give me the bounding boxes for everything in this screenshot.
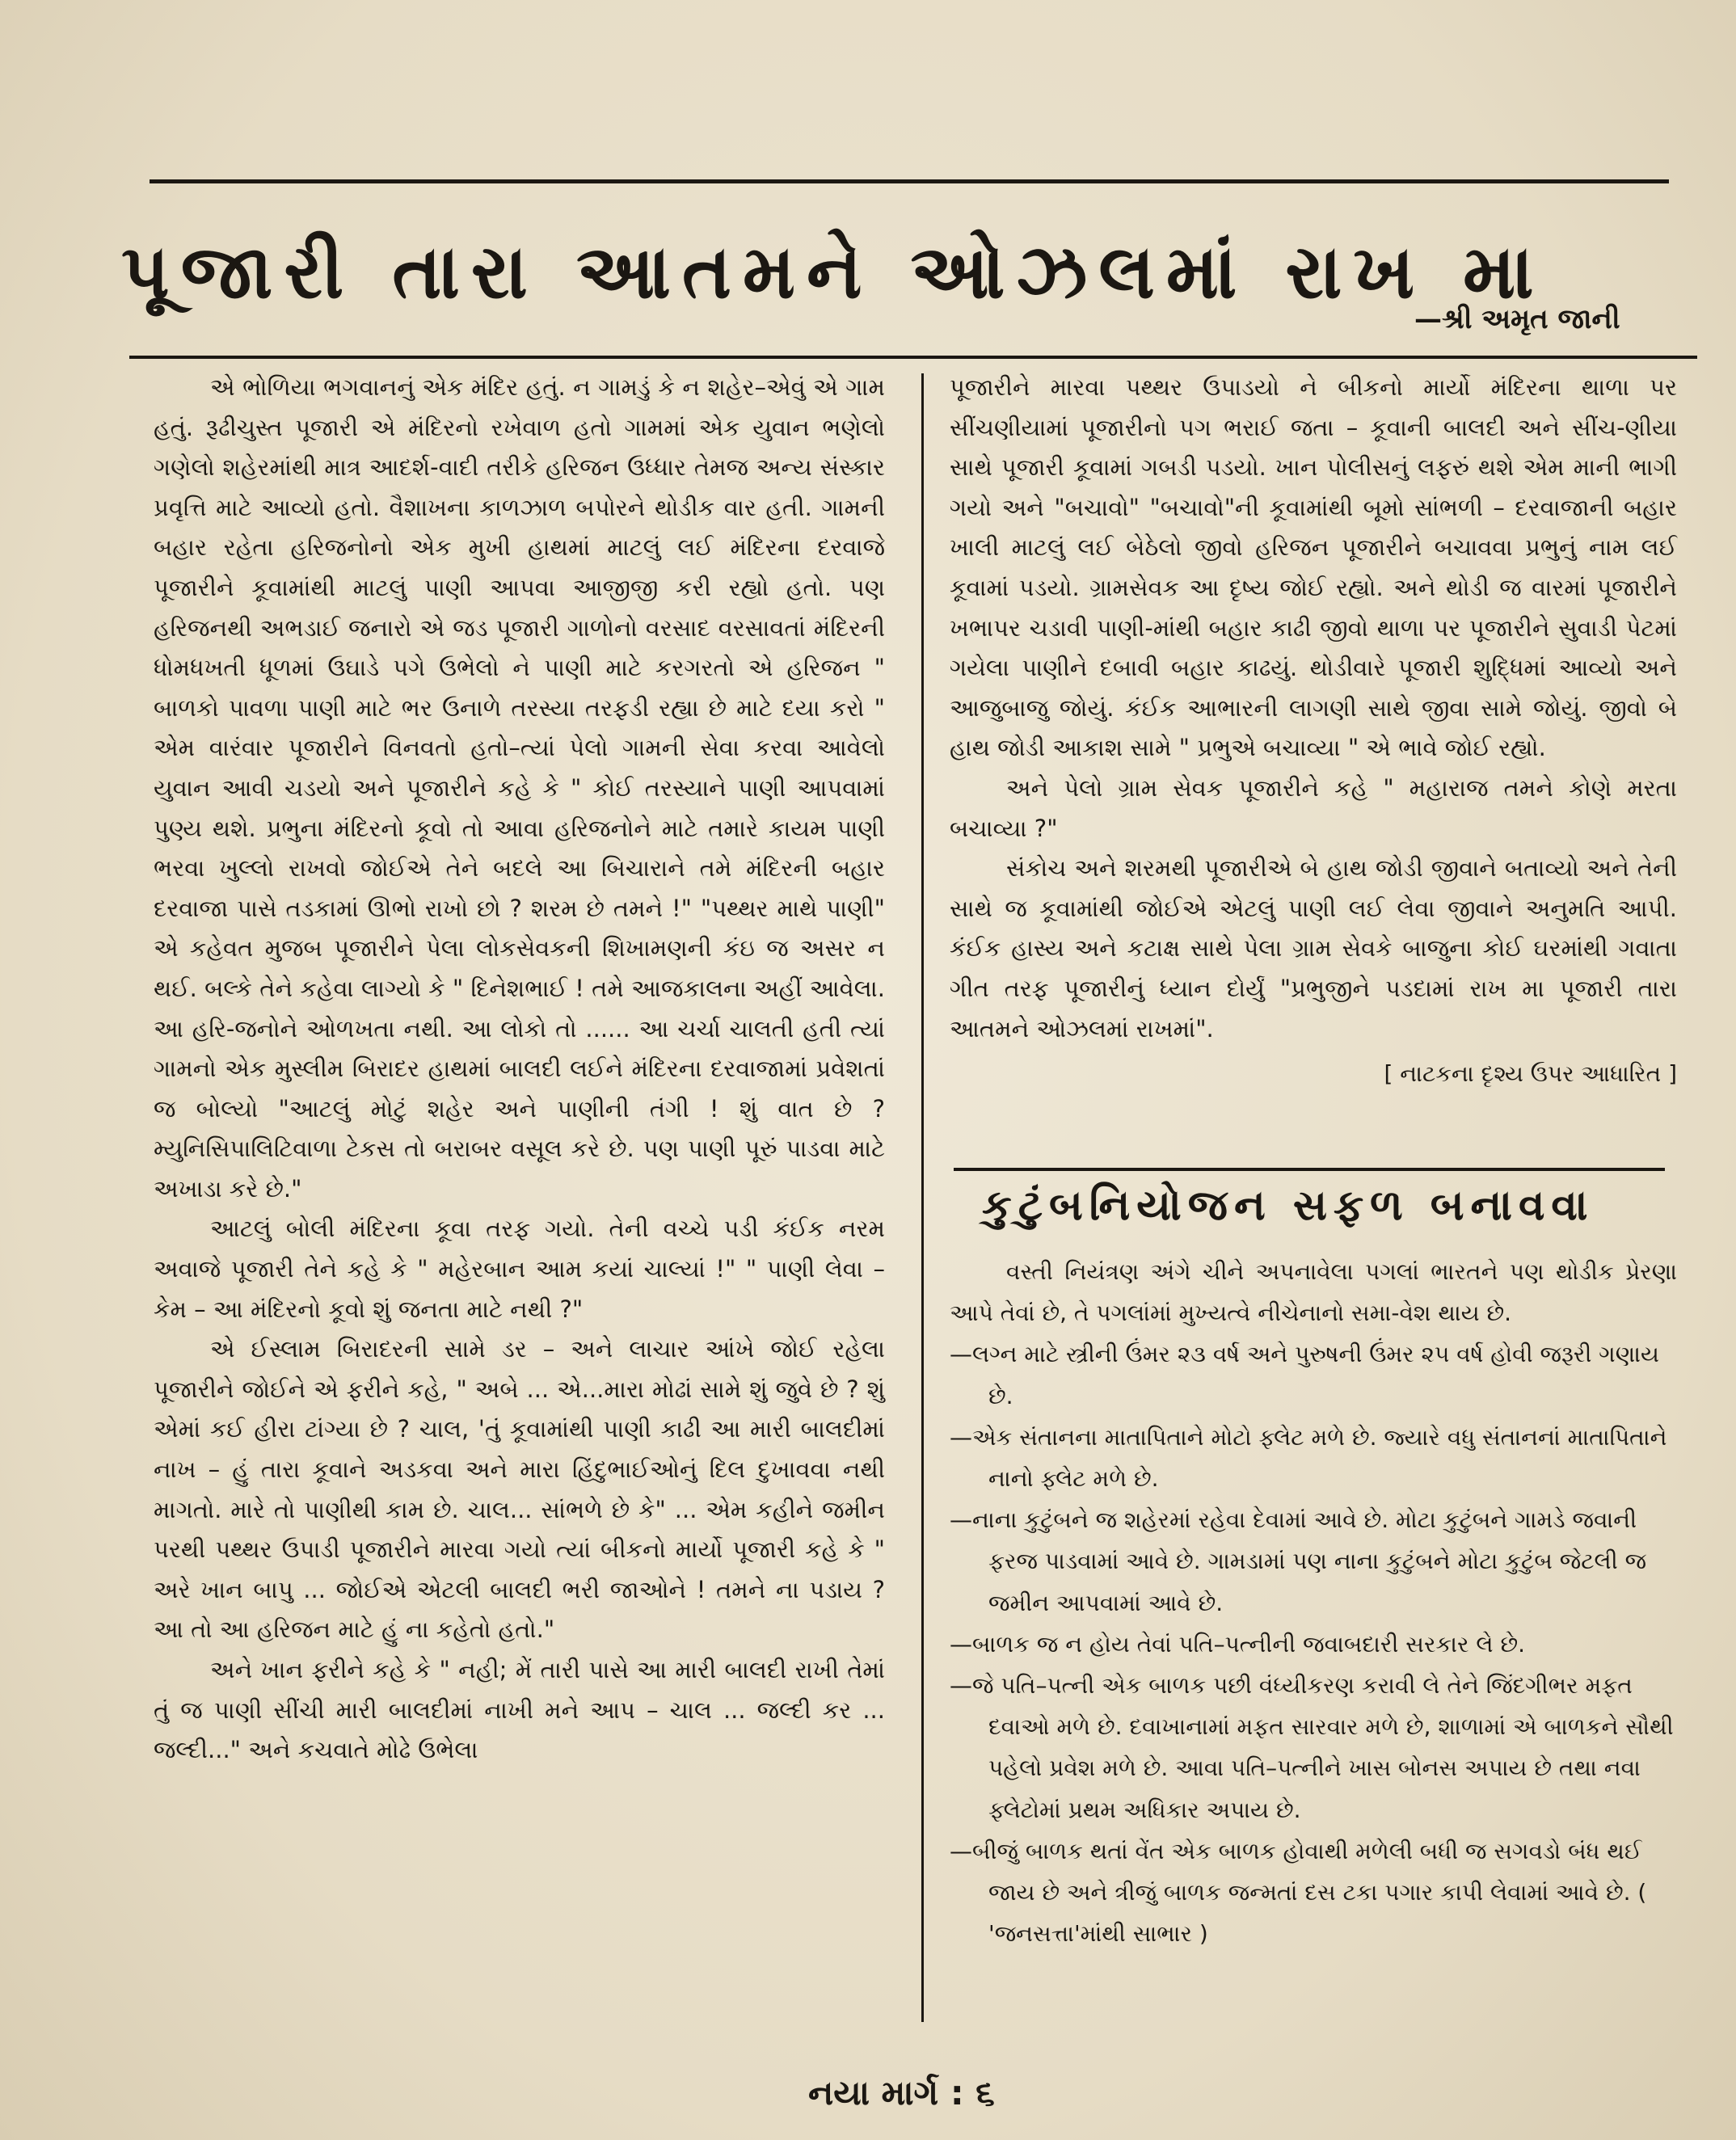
article-title: પૂજારી તારા આતમને ઓઝલમાં રાખ મા	[121, 229, 1545, 315]
article-paragraph: અને પેલો ગ્રામ સેવક પૂજારીને કહે " મહારાજ તમને કોણે મરતા બચાવ્યા ?"	[950, 773, 1677, 842]
family-point: —એક સંતાનના માતાપિતાને મોટો ફ્લેટ મળે છે. જ્યારે વધુ સંતાનનાં માતાપિતાને નાનો ફ્લેટ મળે છે.	[950, 1423, 1667, 1493]
family-point: —નાના કુટુંબને જ શહેરમાં રહેવા દેવામાં આવે છે. મોટા કુટુંબને ગામડે જવાની ફરજ પાડવામાં આવે છે. ગામડામાં પણ નાના કુટુંબને મોટા કુટુંબ જેટલી જ જમીન આપવામાં આવે છે.	[950, 1506, 1647, 1616]
article-paragraph: પૂજારીને મારવા પથ્થર ઉપાડયો ને બીકનો માર્યો મંદિરના થાળા પર સીંચણીયામાં પૂજારીનો પગ ભરાઈ જતા – કૂવાની બાલદી અને સીંચ-ણીયા સાથે પૂજારી કૂવામાં ગબડી પડયો. ખાન પોલીસનું લફરું થશે એમ માની ભાગી ગયો અને "બચાવો" "બચાવો"ની કૂવામાંથી બૂમો સાંભળી – દરવાજાની બહાર ખાલી માટલું લઈ બેઠેલો જીવો હરિજન પૂજારીને બચાવવા પ્રભુનું નામ લઈ કૂવામાં પડયો. ગ્રામસેવક આ દૃષ્ય જોઈ રહ્યો. અને થોડી જ વારમાં પૂજારીને ખભાપર ચડાવી પાણી-માંથી બહાર કાઢી જીવો થાળા પર પૂજારીને સુવાડી પેટમાં ગયેલા પાણીને દબાવી બહાર કાઢયું. થોડીવારે પૂજારી શુદ્ધિમાં આવ્યો અને આજુબાજુ જોયું. કંઈક આભારની લાગણી સાથે જીવા સામે જોયું. જીવો બે હાથ જોડી આકાશ સામે " પ્રભુએ બચાવ્યા " એ ભાવે જોઈ રહ્યો.	[950, 373, 1677, 762]
article-paragraph: એ ભોળિયા ભગવાનનું એક મંદિર હતું. ન ગામડું કે ન શહેર–એવું એ ગામ હતું. રૂઢીચુસ્ત પૂજારી એ મંદિરનો રખેવાળ હતો ગામમાં એક યુવાન ભણેલો ગણેલો શહેરમાંથી માત્ર આદર્શ-વાદી તરીકે હરિજન ઉધ્ધાર તેમજ અન્ય સંસ્કાર પ્રવૃત્તિ માટે આવ્યો હતો. વૈશાખના કાળઝાળ બપોરને થોડીક વાર હતી. ગામની બહાર રહેતા હરિજનોનો એક મુખી હાથમાં માટલું લઈ મંદિરના દરવાજે પૂજારીને કૂવામાંથી માટલું પાણી આપવા આજીજી કરી રહ્યો હતો. પણ હરિજનથી અભડાઈ જનારો એ જડ પૂજારી ગાળોનો વરસાદ વરસાવતાં મંદિરની ધોમધખતી ધૂળમાં ઉઘાડે પગે ઉભેલો ને પાણી માટે કરગરતો એ હરિજન " બાળકો પાવળા પાણી માટે ભર ઉનાળે તરસ્યા તરફડી રહ્યા છે માટે દયા કરો " એમ વારંવાર પૂજારીને વિનવતો હતો–ત્યાં પેલો ગામની સેવા કરવા આવેલો યુવાન આવી ચડયો અને પૂજારીને કહે કે " કોઈ તરસ્યાને પાણી આપવામાં પુણ્ય થશે. પ્રભુના મંદિરનો કૂવો તો આવા હરિજનોને માટે તમારે કાયમ પાણી ભરવા ખુલ્લો રાખવો જોઈએ તેને બદલે આ બિચારાને તમે મંદિરની બહાર દરવાજા પાસે તડકામાં ઊભો રાખો છો ? શરમ છે તમને !" "પથ્થર માથે પાણી" એ કહેવત મુજબ પૂજારીને પેલા લોકસેવકની શિખામણની કંઇ જ અસર ન થઈ. બલ્કે તેને કહેવા લાગ્યો કે " દિનેશભાઈ ! તમે આજકાલના અહીં આવેલા. આ હરિ-જનોને ઓળખતા નથી. આ લોકો તો ...... આ ચર્ચા ચાલતી હતી ત્યાં ગામનો એક મુસ્લીમ બિરાદર હાથમાં બાલદી લઈને મંદિરના દરવાજામાં પ્રવેશતાં જ બોલ્યો "આટલું મોટું શહેર અને પાણીની તંગી ! શું વાત છે ? મ્યુનિસિપાલિટિવાળા ટેકસ તો બરાબર વસૂલ કરે છે. પણ પાણી પૂરું પાડવા માટે અખાડા કરે છે."	[154, 373, 885, 1203]
author-byline: —શ્રી અમૃત જાની	[1414, 303, 1620, 335]
family-article-intro: વસ્તી નિયંત્રણ અંગે ચીને અપનાવેલા પગલાં ભારતને પણ થોડીક પ્રેરણા આપે તેવાં છે, તે પગલાંમાં મુખ્યત્વે નીચેનાનો સમા-વેશ થાય છે.	[950, 1258, 1677, 1327]
article-right-column	[950, 368, 1677, 1094]
page-footer: નયા માર્ગ : ૬	[808, 2073, 995, 2113]
article-left-column	[154, 368, 885, 1771]
family-point: —લગ્ન માટે સ્ત્રીની ઉંમર ૨૩ વર્ષ અને પુરુષની ઉંમર ૨૫ વર્ષ હોવી જરૂરી ગણાય છે.	[950, 1341, 1659, 1409]
family-article-body	[950, 1251, 1677, 1954]
title-underline	[129, 356, 1697, 359]
source-note: [ નાટકના દૃશ્ય ઉપર આધારિત ]	[1384, 1060, 1677, 1088]
article-paragraph: આટલું બોલી મંદિરના કૂવા તરફ ગયો. તેની વચ્ચે પડી કંઈક નરમ અવાજે પૂજારી તેને કહે કે " મહેરબાન આમ કયાં ચાલ્યાં !" " પાણી લેવા – કેમ – આ મંદિરનો કૂવો શું જનતા માટે નથી ?"	[154, 1215, 885, 1323]
family-point: —બાળક જ ન હોય તેવાં પતિ–પત્નીની જવાબદારી સરકાર લે છે.	[950, 1630, 1526, 1658]
family-points-list	[950, 1333, 1677, 1954]
family-article-title: કુટુંબનિયોજન સફળ બનાવવા	[982, 1182, 1595, 1230]
column-divider	[921, 373, 924, 2022]
section-divider	[954, 1168, 1665, 1171]
article-paragraph: અને ખાન ફરીને કહે કે " નહી; મેં તારી પાસે આ મારી બાલદી રાખી તેમાં તું જ પાણી સીંચી મારી બાલદીમાં નાખી મને આપ – ચાલ ... જલ્દી કર ... જલ્દી..." અને કચવાતે મોઢે ઉભેલા	[154, 1656, 885, 1764]
article-paragraph: એ ઈસ્લામ બિરાદરની સામે ડર – અને લાચાર આંખે જોઈ રહેલા પૂજારીને જોઈને એ ફરીને કહે, " અબે ... એ...મારા મોઢાં સામે શું જુવે છે ? શું એમાં કઈ હીરા ટાંગ્યા છે ? ચાલ, 'તું કૂવામાંથી પાણી કાઢી આ મારી બાલદીમાં નાખ – હું તારા કૂવાને અડકવા અને મારા હિંદુભાઈઓનું દિલ દુખાવવા નથી માગતો. મારે તો પાણીથી કામ છે. ચાલ... સાંભળે છે કે" ... એમ કહીને જમીન પરથી પથ્થર ઉપાડી પૂજારીને મારવા ગયો ત્યાં બીકનો માર્યો પૂજારી કહે કે " અરે ખાન બાપુ ... જોઈએ એટલી બાલદી ભરી જાઓને ! તમને ના પડાય ? આ તો આ હરિજન માટે હું ના કહેતો હતો."	[154, 1335, 885, 1644]
top-rule	[150, 179, 1669, 183]
article-paragraph: સંકોચ અને શરમથી પૂજારીએ બે હાથ જોડી જીવાને બતાવ્યો અને તેની સાથે જ કૂવામાંથી જોઈએ એટલું પાણી લઈ લેવા જીવાને અનુમતિ આપી. કંઈક હાસ્ય અને કટાક્ષ સાથે પેલા ગ્રામ સેવકે બાજુના કોઈ ઘરમાંથી ગવાતા ગીત તરફ પૂજારીનું ધ્યાન દોર્યું "પ્રભુજીને પડદામાં રાખ મા પૂજારી તારા આતમને ઓઝલમાં રાખમાં".	[950, 854, 1677, 1043]
family-point: —જે પતિ–પત્ની એક બાળક પછી વંધ્યીકરણ કરાવી લે તેને જિંદગીભર મફત દવાઓ મળે છે. દવાખાનામાં મફત સારવાર મળે છે, શાળામાં એ બાળકને સૌથી પહેલો પ્રવેશ મળે છે. આવા પતિ–પત્નીને ખાસ બોનસ અપાય છે તથા નવા ફ્લેટોમાં પ્રથમ અધિકાર અપાય છે.	[950, 1672, 1674, 1823]
family-point: —બીજું બાળક થતાં વેંત એક બાળક હોવાથી મળેલી બધી જ સગવડો બંધ થઈ જાય છે અને ત્રીજું બાળક જન્મતાં દસ ટકા પગાર કાપી લેવામાં આવે છે. ( 'જનસત્તા'માંથી સાભાર )	[950, 1837, 1647, 1948]
